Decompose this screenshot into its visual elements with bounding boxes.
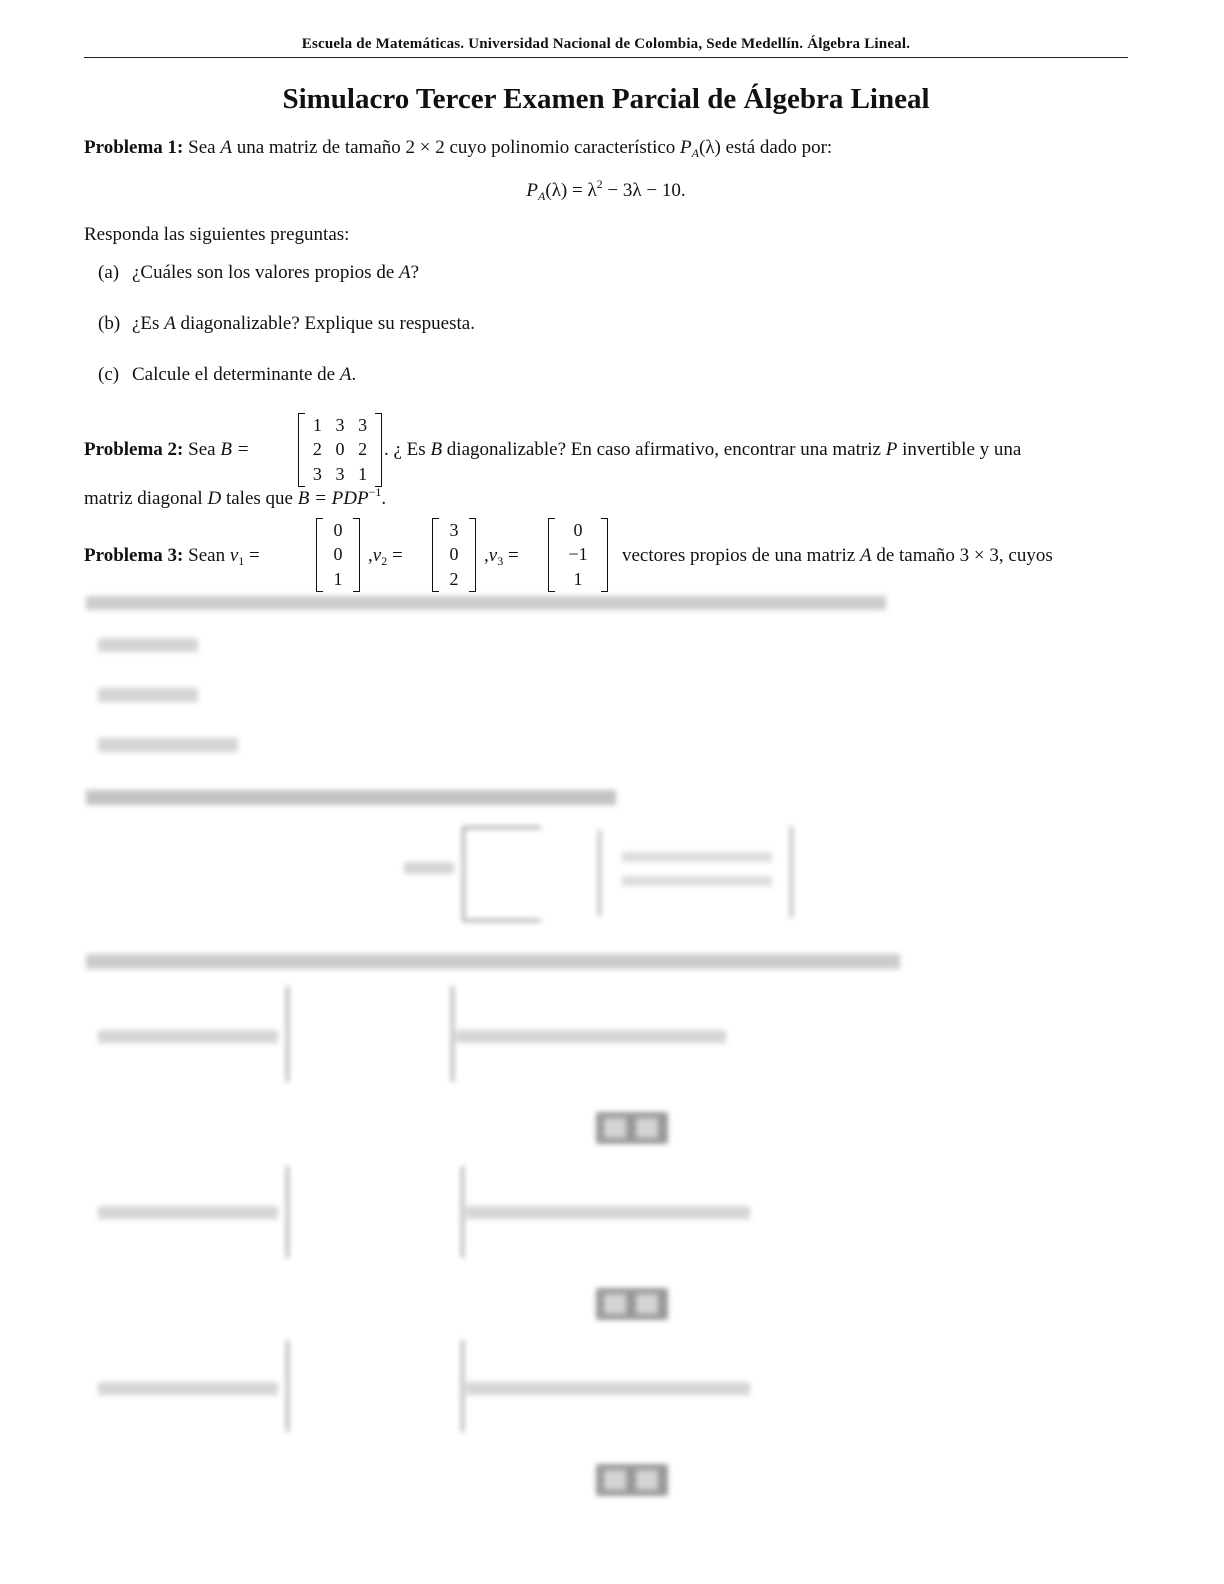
true-false-box <box>596 1288 668 1320</box>
problem-2-line2-b: tales que <box>225 488 293 509</box>
eq-P: P <box>526 180 539 201</box>
left-bracket <box>432 518 439 592</box>
blurred-line <box>622 876 772 886</box>
v2-eq: = <box>391 545 403 566</box>
vector-cell: 1 <box>333 569 343 590</box>
vector-cell: 3 <box>449 519 459 540</box>
matrix-B <box>298 413 382 487</box>
v3-eq: = <box>507 545 519 566</box>
eq-P-sub: A <box>538 189 546 203</box>
problem-1-prompt: Responda las siguientes preguntas: <box>84 224 350 245</box>
v1-sub: 1 <box>238 554 245 568</box>
v3-sub: 3 <box>497 554 504 568</box>
problem-2-text-b: . ¿ Es <box>384 439 426 460</box>
eq-lhs: (λ) = λ <box>545 180 597 201</box>
item-label: (a) <box>98 262 120 283</box>
problem-3-text-b: vectores propios de una matriz <box>622 545 856 566</box>
blurred-bracket <box>462 826 541 922</box>
blurred-line <box>622 852 772 862</box>
problem-2-text-c: diagonalizable? En caso afirmativo, encontrar una matriz <box>446 439 881 460</box>
var-D: D <box>207 488 222 509</box>
problem-2-lead <box>84 439 250 461</box>
right-bracket <box>601 518 608 592</box>
lambda-arg: (λ) <box>699 137 721 158</box>
matrix-cell: 3 <box>335 414 345 435</box>
problem-3-tail <box>622 545 1053 567</box>
vector-cell: 0 <box>449 544 459 565</box>
var-P-sub: A <box>691 146 699 160</box>
blurred-bracket <box>286 1340 464 1432</box>
matrix-cell: 2 <box>312 439 322 460</box>
eq-rhs: − 3λ − 10. <box>602 180 686 201</box>
problem-2-text-a: Sea <box>188 439 216 460</box>
vector-cell: 2 <box>449 569 459 590</box>
vector-cell: −1 <box>568 544 588 565</box>
left-bracket <box>298 413 305 487</box>
matrix-cell: 3 <box>312 464 322 485</box>
problem-3-text-a: Sean <box>188 545 226 566</box>
pdp-eq: B = PDP <box>297 488 369 509</box>
blurred-line <box>466 1206 750 1219</box>
problem-2-label: Problema 2: <box>84 439 184 460</box>
blurred-line <box>98 688 198 702</box>
vector-cell: 0 <box>573 519 583 540</box>
blurred-line <box>98 1206 278 1219</box>
blurred-line <box>86 954 900 969</box>
problem-2-text-d: invertible y una <box>902 439 1022 460</box>
vector-cell: 0 <box>333 519 343 540</box>
item-end: diagonalizable? Explique su respuesta. <box>175 313 475 334</box>
true-false-box <box>596 1464 668 1496</box>
item-end: ? <box>410 262 420 283</box>
right-bracket <box>353 518 360 592</box>
v2-sub: 2 <box>381 554 388 568</box>
var-P: P <box>680 137 692 158</box>
matrix-cell: 3 <box>358 414 368 435</box>
problem-1-text-b: una matriz de tamaño 2 × 2 cuyo polinomio característico <box>236 137 676 158</box>
matrix-cell: 1 <box>358 464 368 485</box>
v3-name: v <box>488 545 498 566</box>
left-bracket <box>548 518 555 592</box>
blurred-line <box>404 862 454 874</box>
problem-1-item-b <box>98 313 475 335</box>
item-var: A <box>164 313 176 334</box>
right-bracket <box>375 413 382 487</box>
problem-1-label: Problema 1: <box>84 137 184 158</box>
item-text: ¿Cuáles son los valores propios de <box>132 262 400 283</box>
characteristic-polynomial <box>84 177 1128 203</box>
page-title: Simulacro Tercer Examen Parcial de Álgebra Lineal <box>282 83 930 115</box>
var-A-p3: A <box>859 545 872 566</box>
blurred-line <box>456 1030 726 1043</box>
item-text: Calcule el determinante de <box>132 364 340 385</box>
problem-3-lead <box>84 545 260 567</box>
blurred-line <box>98 1382 278 1395</box>
vector-v1 <box>316 518 360 592</box>
v2-label: $,v_2$ = <box>368 545 403 568</box>
var-B: B <box>430 439 443 460</box>
eq-exp: 2 <box>596 177 603 191</box>
vector-v3 <box>548 518 608 592</box>
problem-2-line2-a: matriz diagonal <box>84 488 203 509</box>
blurred-line <box>98 1030 278 1043</box>
blurred-line <box>86 790 616 805</box>
blurred-content <box>0 590 1224 1584</box>
B-equals: B = <box>220 439 250 460</box>
item-end: . <box>351 364 357 385</box>
matrix-cell: 3 <box>335 464 345 485</box>
v1-name: v <box>229 545 239 566</box>
matrix-cell: 0 <box>335 439 345 460</box>
problem-1-statement <box>84 137 832 159</box>
problem-1-item-c <box>98 364 356 386</box>
header-rule <box>84 57 1128 58</box>
blurred-bracket <box>286 1166 464 1258</box>
blurred-bracket <box>286 986 454 1082</box>
blurred-line <box>98 738 238 752</box>
problem-1-text-c: está dado por: <box>725 137 833 158</box>
var-A: A <box>220 137 232 158</box>
item-label: (b) <box>98 313 121 334</box>
var-P-matrix: P <box>885 439 898 460</box>
item-var: A <box>399 262 411 283</box>
page-header: Escuela de Matemáticas. Universidad Nacional de Colombia, Sede Medellín. Álgebra Lineal. <box>301 36 911 52</box>
problem-1-text-a: Sea <box>188 137 216 158</box>
true-false-box <box>596 1112 668 1144</box>
vector-cell: 1 <box>573 569 583 590</box>
problem-2-line-2 <box>84 485 387 510</box>
blurred-bar <box>598 830 601 916</box>
vector-v2 <box>432 518 476 592</box>
v1-eq: = <box>249 545 260 566</box>
v2-name: v <box>372 545 382 566</box>
right-bracket <box>469 518 476 592</box>
left-bracket <box>316 518 323 592</box>
item-text: ¿Es <box>132 313 165 334</box>
problem-3-text-c: de tamaño 3 × 3, cuyos <box>876 545 1053 566</box>
pdp-end: . <box>381 488 387 509</box>
blurred-line <box>466 1382 750 1395</box>
item-var: A <box>339 364 352 385</box>
vector-cell: 0 <box>333 544 343 565</box>
blurred-bar <box>790 826 793 918</box>
blurred-line <box>86 596 886 610</box>
problem-2-tail <box>384 439 1021 461</box>
pdp-exp: −1 <box>368 485 382 499</box>
v3-label: $,v_3$ = <box>484 545 519 568</box>
matrix-cell: 1 <box>312 414 322 435</box>
item-label: (c) <box>98 364 120 385</box>
blurred-line <box>98 638 198 652</box>
problem-3-label: Problema 3: <box>84 545 184 566</box>
matrix-cell: 2 <box>358 439 368 460</box>
problem-1-item-a <box>98 262 419 284</box>
